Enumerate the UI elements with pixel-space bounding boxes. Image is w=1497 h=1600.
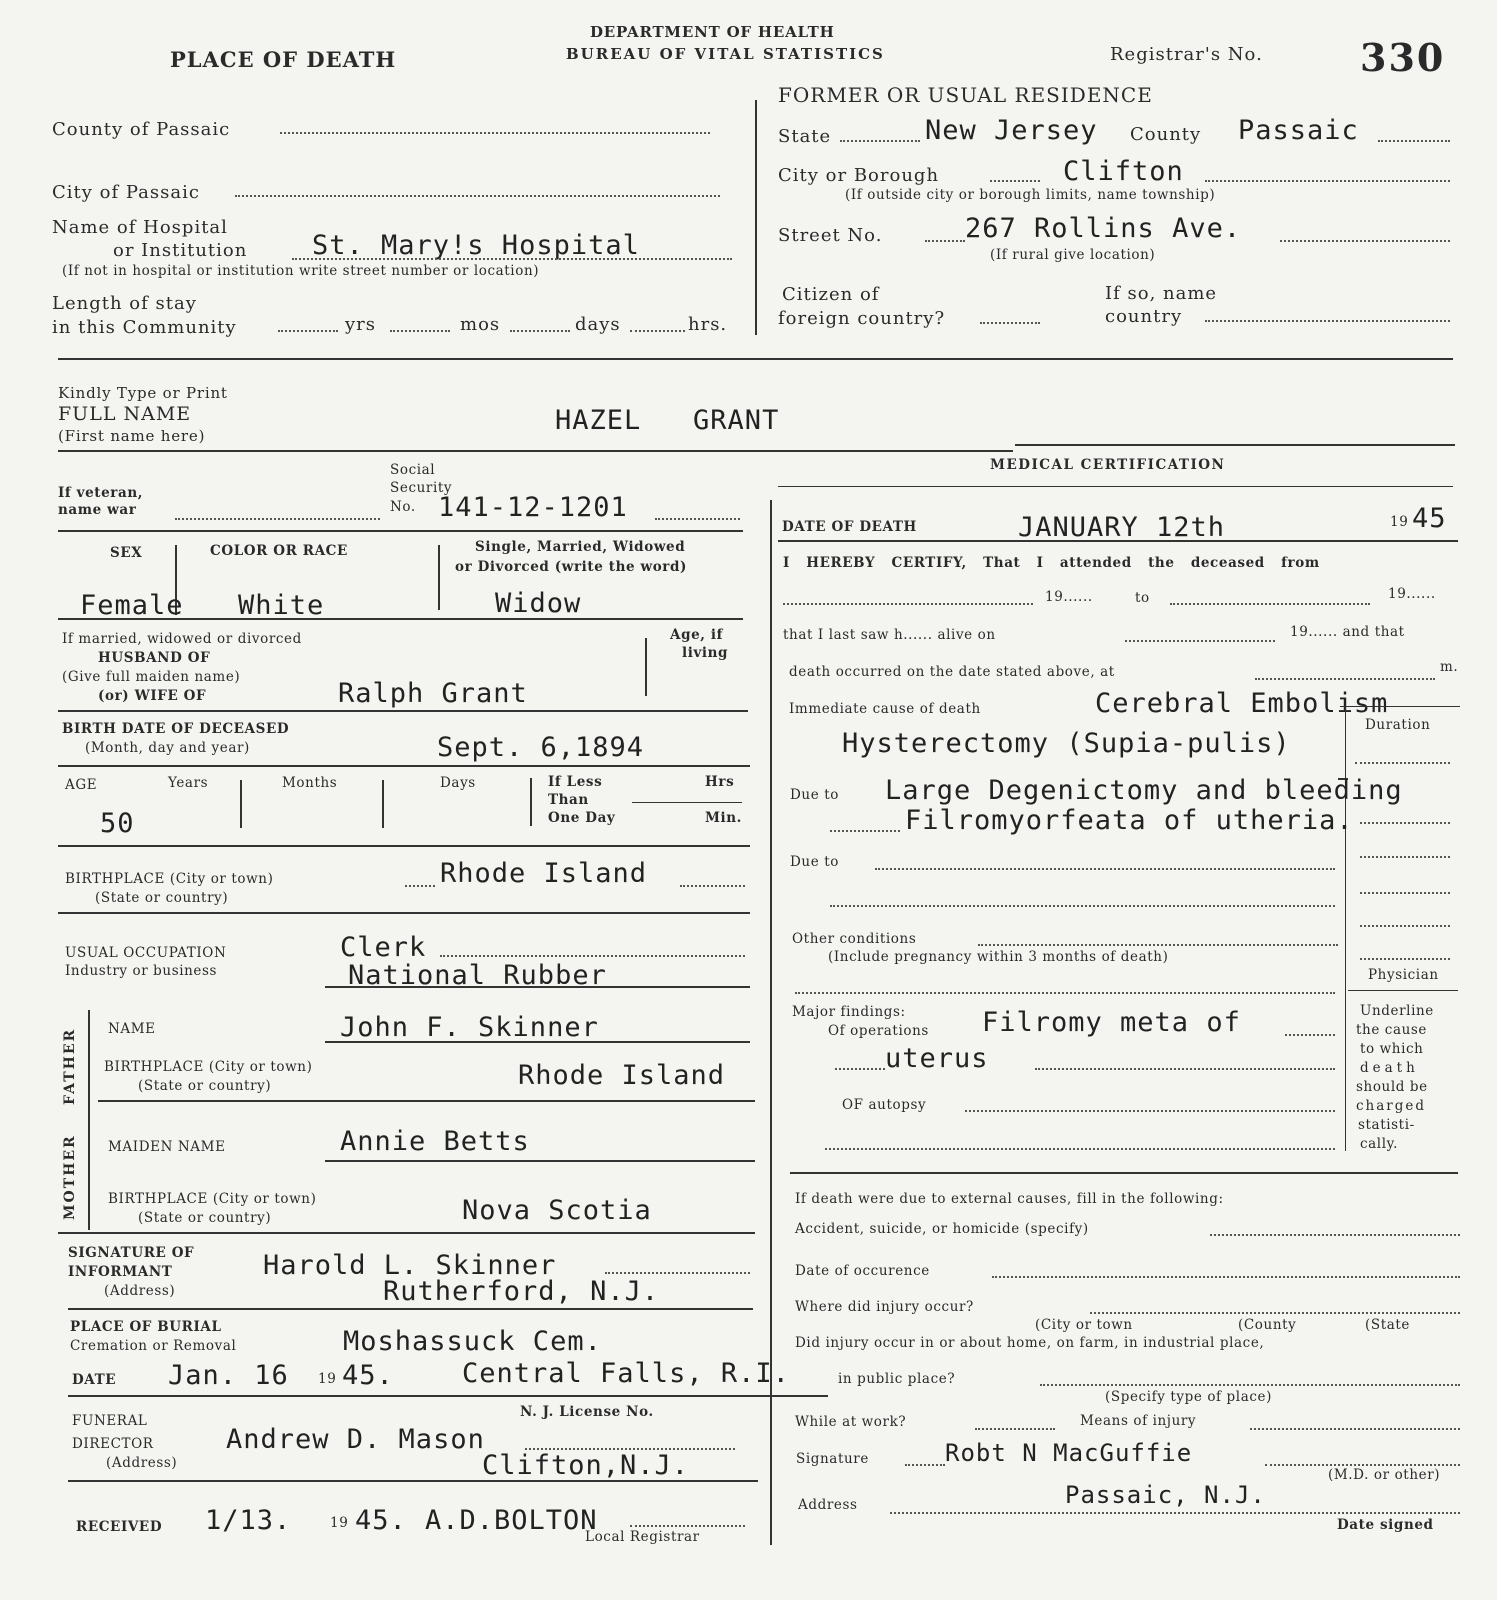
where-state-note: (State (1365, 1317, 1411, 1333)
citizen-label-2: foreign country? (778, 308, 946, 329)
underline-note-1: Underline (1360, 1003, 1434, 1019)
hospital-label-1: Name of Hospital (52, 217, 228, 238)
less-label-1: If Less (548, 774, 603, 790)
res-county-field (1378, 140, 1450, 142)
date-signed-label: Date signed (1337, 1517, 1434, 1533)
occurence-field (992, 1276, 1460, 1278)
burial-label-2: Cremation or Removal (70, 1338, 237, 1354)
findings-value-1: Filromy meta of (982, 1007, 1241, 1038)
dod-year-prefix: 19 (1390, 514, 1409, 530)
burial-location-value: Central Falls, R.I. (462, 1358, 790, 1389)
residence-heading: FORMER OR USUAL RESIDENCE (778, 83, 1153, 107)
underline-note-3: to which (1360, 1041, 1424, 1057)
marital-label-1: Single, Married, Widowed (475, 539, 686, 555)
received-registrar-label: Local Registrar (585, 1529, 700, 1545)
age-label: AGE (65, 777, 98, 793)
findings-value-2: uterus (885, 1043, 989, 1074)
res-city-label: City or Borough (778, 165, 940, 186)
autopsy-field-2 (825, 1148, 1335, 1150)
birth-line (58, 765, 750, 767)
cause-label: Immediate cause of death (789, 701, 981, 717)
stay-label-1: Length of stay (52, 293, 197, 314)
hospital-value: St. Mary!s Hospital (312, 230, 640, 261)
months-divider (382, 780, 384, 828)
mother-name-value: Annie Betts (340, 1126, 530, 1157)
accident-field (1210, 1234, 1460, 1236)
mother-bp-value: Nova Scotia (462, 1195, 652, 1226)
res-city-field-2 (1205, 180, 1450, 182)
ss-label-2: Security (390, 480, 453, 496)
findings-field-1 (1285, 1034, 1335, 1036)
accident-label: Accident, suicide, or homicide (specify) (795, 1221, 1089, 1237)
due-value-1: Large Degenictomy and bleeding (885, 775, 1403, 806)
findings-field-2 (835, 1068, 885, 1070)
father-bp-label-1: BIRTHPLACE (City or town) (104, 1059, 313, 1075)
veteran-label-1: If veteran, (58, 485, 144, 501)
received-year-prefix: 19 (330, 1515, 349, 1531)
birthplace-value: Rhode Island (440, 858, 648, 889)
hospital-label-2: or Institution (113, 240, 248, 261)
years-divider (240, 780, 242, 828)
place-of-death-heading: PLACE OF DEATH (170, 47, 397, 72)
home-label: Did injury occur in or about home, on farm, in industrial place, (795, 1335, 1265, 1351)
kindly-label: Kindly Type or Print (58, 384, 228, 402)
marital-label-2: or Divorced (write the word) (455, 559, 688, 575)
duration-divider (1345, 706, 1346, 1151)
occurence-label: Date of occurence (795, 1263, 930, 1279)
informant-line (68, 1308, 753, 1310)
work-field (975, 1428, 1055, 1430)
stay-hours-field (630, 330, 685, 332)
other-conditions-field (978, 944, 1338, 946)
age-if-living-1: Age, if (670, 627, 724, 643)
specify-note: (Specify type of place) (1105, 1389, 1272, 1405)
marital-value: Widow (495, 588, 582, 619)
burial-date-label: DATE (72, 1372, 117, 1388)
signature-label: Signature (796, 1451, 869, 1467)
dod-year-value: 45 (1412, 503, 1447, 534)
father-name-line (325, 1041, 750, 1043)
physician-line (1348, 990, 1458, 991)
spouse-line (58, 710, 748, 712)
from-19: 19...... (1045, 589, 1093, 605)
spouse-value: Ralph Grant (338, 678, 528, 709)
res-county-label: County (1130, 124, 1202, 145)
dod-line (778, 540, 1458, 542)
medical-heading-line (778, 486, 1453, 487)
full-name-label: FULL NAME (58, 403, 192, 425)
underline-note-8: cally. (1360, 1136, 1398, 1152)
race-value: White (238, 590, 325, 621)
res-city-note: (If outside city or borough limits, name township) (845, 187, 1216, 203)
to-label: to (1135, 590, 1150, 606)
ifso-field (1205, 320, 1450, 322)
full-name-value: HAZEL GRANT (555, 405, 780, 436)
name-line-right (1015, 444, 1455, 446)
sex-label: SEX (110, 545, 143, 561)
work-label: While at work? (795, 1414, 907, 1430)
other-conditions-field-2 (795, 992, 1335, 994)
mother-bp-label-1: BIRTHPLACE (City or town) (108, 1191, 317, 1207)
stay-mos: mos (460, 314, 501, 335)
duration-field-2 (1360, 822, 1450, 824)
underline-note-2: the cause (1356, 1022, 1428, 1038)
burial-place-value: Moshassuck Cem. (343, 1326, 602, 1357)
res-street-note: (If rural give location) (990, 247, 1156, 263)
due-field-3 (830, 905, 1335, 907)
registrar-no-label: Registrar's No. (1110, 44, 1263, 65)
less-label-3: One Day (548, 810, 616, 826)
due-to-label-2: Due to (790, 854, 839, 870)
where-city-note: (City or town (1035, 1317, 1133, 1333)
birth-label-2: (Month, day and year) (85, 740, 250, 756)
certify-text: I HEREBY CERTIFY, That I attended the deceased from (783, 555, 1320, 571)
funeral-label-2: DIRECTOR (72, 1436, 154, 1452)
findings-label-2: Of operations (828, 1023, 929, 1039)
stay-days-field (510, 330, 570, 332)
father-name-label: NAME (108, 1021, 156, 1037)
citizen-field (980, 322, 1040, 324)
funeral-name-value: Andrew D. Mason (226, 1424, 485, 1455)
stay-hrs: hrs. (688, 314, 728, 335)
due-field-1 (830, 830, 900, 832)
hospital-note: (If not in hospital or institution write street number or location) (62, 263, 540, 279)
occupation-label-2: Industry or business (65, 963, 218, 979)
res-city-value: Clifton (1063, 156, 1184, 187)
signature-value: Robt N MacGuffie (945, 1439, 1193, 1467)
ifso-label-1: If so, name (1105, 283, 1218, 304)
means-field (1250, 1428, 1460, 1430)
min-label: Min. (705, 810, 742, 826)
physician-label: Physician (1368, 967, 1439, 983)
informant-label-3: (Address) (104, 1283, 176, 1299)
funeral-label-3: (Address) (106, 1455, 178, 1471)
spouse-age-divider (645, 638, 647, 696)
registrar-no-value: 330 (1360, 35, 1446, 80)
public-label: in public place? (838, 1371, 956, 1387)
occupation-field (440, 955, 745, 957)
years-label: Years (168, 775, 209, 791)
birthplace-label-1: BIRTHPLACE (City or town) (65, 871, 274, 887)
occupation-label-1: USUAL OCCUPATION (65, 945, 227, 961)
res-state-label: State (778, 126, 832, 147)
duration-label: Duration (1365, 717, 1431, 733)
city-field (235, 195, 720, 197)
where-label: Where did injury occur? (795, 1299, 974, 1315)
stay-years-field (278, 330, 338, 332)
burial-date-value: Jan. 16 (168, 1360, 289, 1391)
received-year-value: 45. (355, 1505, 407, 1536)
hospital-field (292, 258, 732, 260)
race-label: COLOR OR RACE (210, 543, 348, 559)
res-state-value: New Jersey (925, 115, 1098, 146)
occupation-value: Clerk (340, 932, 427, 963)
spouse-label-3: (Give full maiden name) (62, 669, 241, 685)
birthplace-field (405, 885, 435, 887)
due-to-label-1: Due to (790, 787, 839, 803)
informant-name-value: Harold L. Skinner (263, 1250, 557, 1281)
bureau-heading: BUREAU OF VITAL STATISTICS (566, 45, 885, 63)
death-at-field (1255, 678, 1435, 680)
autopsy-label: OF autopsy (842, 1097, 927, 1113)
spouse-label-2: HUSBAND OF (98, 650, 211, 666)
to-19: 19...... (1388, 586, 1436, 602)
top-divider (755, 100, 757, 335)
days-divider (530, 778, 532, 826)
last-saw-label: that I last saw h...... alive on (783, 627, 996, 643)
received-label: RECEIVED (76, 1519, 163, 1535)
burial-line (68, 1395, 828, 1397)
department-heading: DEPARTMENT OF HEALTH (590, 23, 835, 41)
duration-field-1 (1355, 762, 1450, 764)
age-years-value: 50 (100, 808, 135, 839)
res-street-field-2 (1280, 240, 1450, 242)
citizen-label-1: Citizen of (782, 284, 880, 305)
attended-from-field (783, 603, 1033, 605)
age-if-living-2: living (682, 645, 729, 661)
death-occurred-label: death occurred on the date stated above, at (789, 664, 1115, 680)
m-label: m. (1440, 659, 1459, 675)
md-note: (M.D. or other) (1328, 1467, 1441, 1483)
stay-yrs: yrs (345, 314, 377, 335)
duration-field-4 (1360, 892, 1450, 894)
sex-line (58, 618, 743, 620)
section-divider-1 (58, 358, 1453, 360)
res-street-label: Street No. (778, 225, 883, 246)
signature-field (905, 1464, 945, 1466)
received-registrar-value: A.D.BOLTON (425, 1505, 598, 1536)
informant-address-value: Rutherford, N.J. (383, 1276, 660, 1307)
received-field (630, 1525, 745, 1527)
informant-field (605, 1272, 750, 1274)
address-value: Passaic, N.J. (1065, 1481, 1266, 1509)
spouse-label-1: If married, widowed or divorced (62, 631, 302, 647)
spouse-label-4: (or) WIFE OF (98, 688, 207, 704)
mother-name-line (325, 1160, 755, 1162)
hrs-min-divider (632, 802, 742, 803)
res-city-field (990, 180, 1040, 182)
funeral-license-label: N. J. License No. (520, 1404, 654, 1420)
father-bp-line (98, 1100, 755, 1102)
county-field (280, 132, 710, 134)
res-state-field (840, 140, 920, 142)
months-label: Months (282, 775, 338, 791)
ss-label-1: Social (390, 462, 436, 478)
birth-value: Sept. 6,1894 (437, 732, 645, 763)
age-line (58, 845, 750, 847)
mother-bp-label-2: (State or country) (138, 1210, 272, 1226)
burial-year-prefix: 19 (318, 1371, 337, 1387)
mother-bp-line (58, 1232, 755, 1234)
where-county-note: (County (1238, 1317, 1297, 1333)
veteran-field (175, 518, 380, 520)
duration-field-3 (1360, 856, 1450, 858)
underline-note-5: should be (1356, 1079, 1428, 1095)
cause-value-2: Hysterectomy (Supia-pulis) (842, 728, 1291, 759)
dod-label: DATE OF DEATH (782, 519, 917, 535)
duration-top-line (1340, 706, 1460, 707)
public-field (1040, 1384, 1460, 1386)
funeral-label-1: FUNERAL (72, 1413, 148, 1429)
medical-end-line (790, 1172, 1458, 1174)
parents-bracket (88, 1010, 90, 1230)
ss-label-3: No. (390, 499, 416, 515)
veteran-label-2: name war (58, 502, 137, 518)
autopsy-field (965, 1110, 1335, 1112)
birthplace-field-2 (680, 885, 745, 887)
other-conditions-note: (Include pregnancy within 3 months of death) (828, 949, 1169, 965)
industry-value: National Rubber (348, 960, 607, 991)
received-date-value: 1/13. (205, 1505, 292, 1536)
ss-value: 141-12-1201 (438, 492, 628, 523)
medical-heading: MEDICAL CERTIFICATION (990, 457, 1226, 473)
funeral-line (68, 1480, 758, 1482)
where-field (1090, 1312, 1460, 1314)
res-street-field (925, 240, 965, 242)
stay-days: days (575, 314, 621, 335)
less-label-2: Than (548, 792, 589, 808)
veteran-line (58, 530, 743, 532)
other-conditions-label: Other conditions (792, 931, 917, 947)
mother-name-label: MAIDEN NAME (108, 1139, 226, 1155)
stay-label-2: in this Community (52, 317, 237, 338)
county-label: County of Passaic (52, 119, 231, 140)
father-side-label: FATHER (62, 1027, 78, 1105)
address-label: Address (798, 1497, 858, 1513)
due-value-2: Filromyorfeata of utheria. (905, 805, 1354, 836)
burial-year-value: 45. (342, 1360, 394, 1391)
last-saw-field (1125, 640, 1275, 642)
findings-field-3 (1035, 1068, 1335, 1070)
stay-months-field (390, 330, 450, 332)
city-label: City of Passaic (52, 182, 200, 203)
findings-label-1: Major findings: (792, 1004, 906, 1020)
father-name-value: John F. Skinner (340, 1012, 599, 1043)
sex-value: Female (80, 590, 184, 621)
means-label: Means of injury (1080, 1413, 1197, 1429)
attended-to-field (1170, 603, 1370, 605)
days-label: Days (440, 775, 476, 791)
address-field (890, 1512, 1460, 1514)
underline-note-6: charged (1356, 1098, 1427, 1114)
ss-field (655, 518, 740, 520)
mother-side-label: MOTHER (62, 1134, 78, 1220)
first-name-note: (First name here) (58, 427, 206, 445)
funeral-address-value: Clifton,N.J. (482, 1450, 690, 1481)
res-street-value: 267 Rollins Ave. (965, 213, 1242, 244)
duration-field-5 (1360, 925, 1450, 927)
ifso-label-2: country (1105, 306, 1183, 327)
birthplace-label-2: (State or country) (95, 890, 229, 906)
due-field-2 (875, 868, 1335, 870)
burial-label-1: PLACE OF BURIAL (70, 1319, 222, 1335)
father-bp-value: Rhode Island (518, 1060, 726, 1091)
duration-field-6 (1360, 958, 1450, 960)
dod-value: JANUARY 12th (1018, 512, 1226, 543)
and-that-label: 19...... and that (1290, 624, 1405, 640)
center-divider (770, 500, 772, 1545)
informant-label-1: SIGNATURE OF (68, 1245, 195, 1261)
name-line (58, 450, 1013, 452)
hrs-label: Hrs (705, 774, 735, 790)
external-intro: If death were due to external causes, fill in the following: (795, 1191, 1224, 1207)
underline-note-4: death (1360, 1060, 1419, 1076)
underline-note-7: statisti- (1358, 1117, 1415, 1133)
informant-label-2: INFORMANT (68, 1264, 173, 1280)
father-bp-label-2: (State or country) (138, 1078, 272, 1094)
industry-line (325, 986, 750, 988)
birth-label-1: BIRTH DATE OF DECEASED (62, 721, 290, 737)
cause-value-1: Cerebral Embolism (1095, 688, 1389, 719)
res-county-value: Passaic (1238, 115, 1359, 146)
signature-field-2 (1265, 1464, 1460, 1466)
race-divider (438, 545, 440, 610)
birthplace-line (58, 912, 750, 914)
